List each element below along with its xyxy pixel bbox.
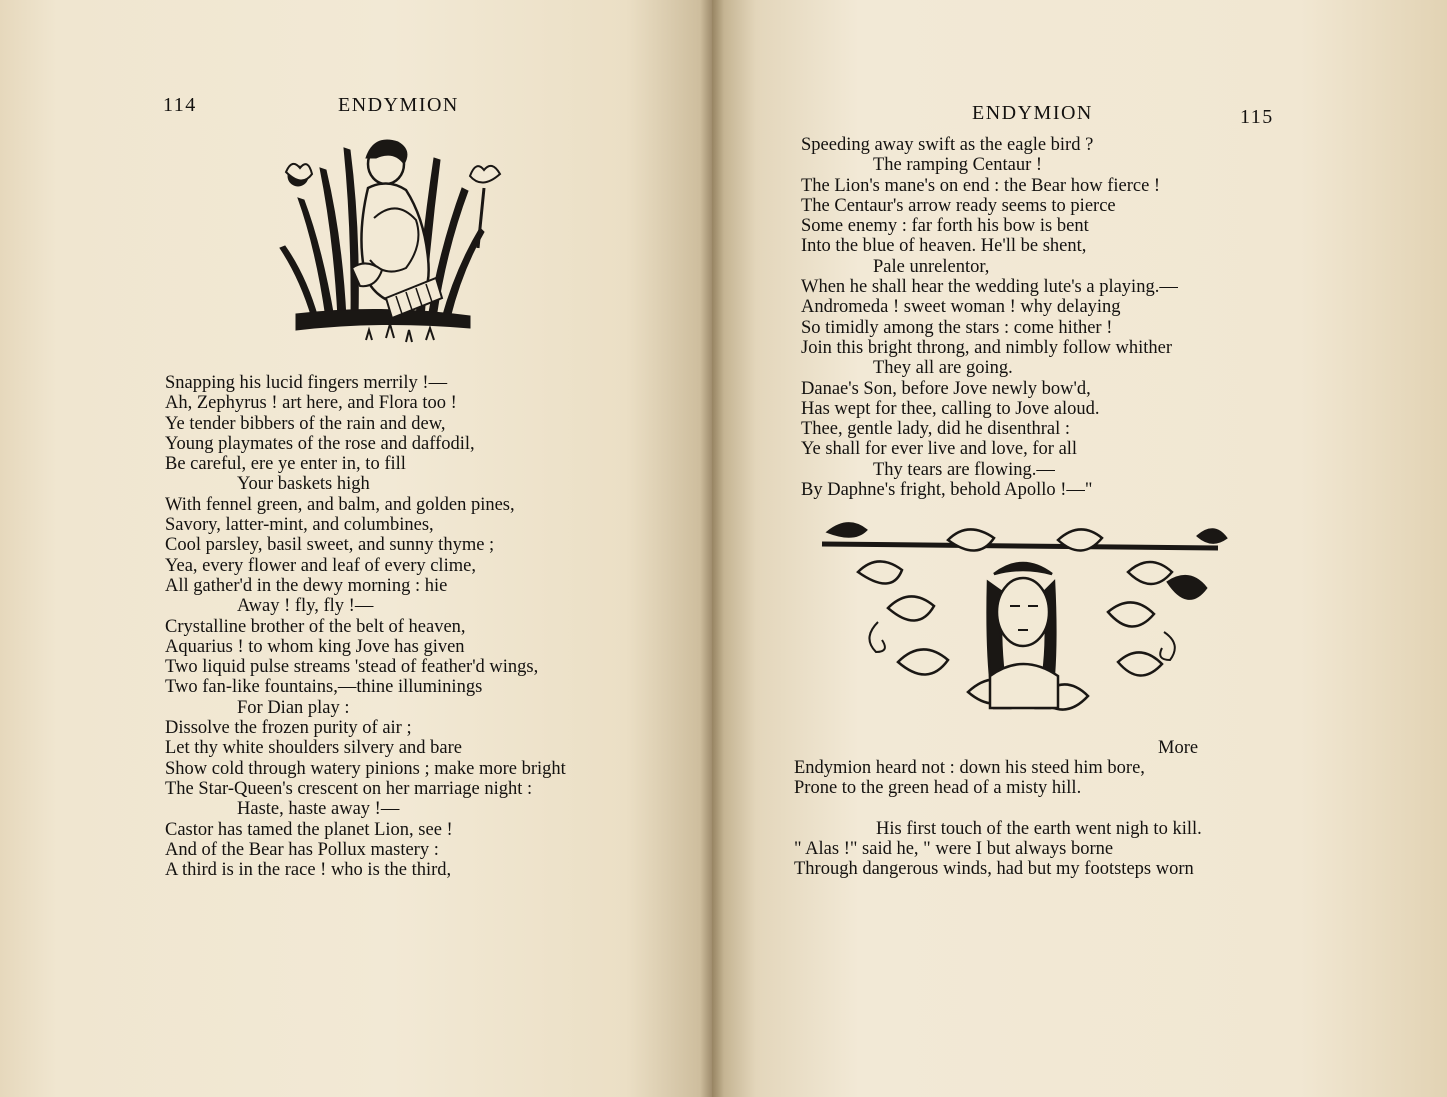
- verse-line: Speeding away swift as the eagle bird ?: [801, 135, 1094, 155]
- verse-line: The Star-Queen's crescent on her marriage night :: [165, 778, 533, 799]
- verse-line: So timidly among the stars : come hither !: [801, 317, 1113, 338]
- verse-line: His first touch of the earth went nigh to kill.: [876, 818, 1202, 839]
- running-head-left: ENDYMION: [338, 94, 459, 116]
- verse-line: All gather'd in the dewy morning : hie: [165, 575, 448, 596]
- verse-line: Through dangerous winds, had but my footsteps worn: [794, 859, 1194, 880]
- right-verse-block: [801, 135, 1178, 500]
- verse-line: Andromeda ! sweet woman ! why delaying: [801, 297, 1121, 318]
- verse-line: By Daphne's fright, behold Apollo !—": [801, 480, 1093, 501]
- verse-line: The Centaur's arrow ready seems to pierce: [801, 195, 1116, 216]
- verse-line: Yea, every flower and leaf of every clime,: [165, 555, 476, 576]
- floral-maiden-illustration: [818, 512, 1228, 736]
- verse-line: Your baskets high: [237, 474, 370, 495]
- running-head-right: ENDYMION: [972, 102, 1093, 124]
- left-page: [0, 0, 712, 1097]
- verse-line: Snapping his lucid fingers merrily !—: [165, 373, 448, 393]
- book-gutter: [700, 0, 724, 1097]
- verse-line: Has wept for thee, calling to Jove aloud.: [801, 398, 1100, 419]
- verse-line: Two liquid pulse streams 'stead of feather'd wings,: [165, 657, 539, 678]
- verse-line: Thy tears are flowing.—: [873, 459, 1055, 480]
- verse-line: When he shall hear the wedding lute's a playing.—: [801, 277, 1178, 298]
- verse-line: Danae's Son, before Jove newly bow'd,: [801, 378, 1091, 399]
- seated-figure-illustration: [256, 128, 504, 356]
- verse-line: " Alas !" said he, " were I but always borne: [794, 839, 1114, 860]
- verse-line: Join this bright throng, and nimbly follow whither: [801, 337, 1173, 358]
- verse-line: The ramping Centaur !: [873, 155, 1043, 176]
- right-page: [712, 0, 1447, 1097]
- catchword-more: More: [1158, 738, 1199, 758]
- verse-line: They all are going.: [873, 358, 1013, 379]
- verse-line: Savory, latter-mint, and columbines,: [165, 515, 434, 536]
- verse-line: Aquarius ! to whom king Jove has given: [165, 636, 465, 657]
- verse-line: And of the Bear has Pollux mastery :: [165, 839, 439, 860]
- page-number-right: 115: [1240, 106, 1274, 128]
- right-verse-bottom-block: [794, 758, 1202, 880]
- verse-line: Castor has tamed the planet Lion, see !: [165, 819, 453, 840]
- verse-line: The Lion's mane's on end : the Bear how fierce !: [801, 175, 1161, 196]
- verse-line: Pale unrelentor,: [873, 256, 990, 277]
- verse-line: Ye tender bibbers of the rain and dew,: [165, 413, 446, 434]
- verse-line: [794, 799, 1202, 819]
- verse-line: Let thy white shoulders silvery and bare: [165, 738, 462, 759]
- verse-line: Show cold through watery pinions ; make more bright: [165, 758, 566, 779]
- verse-line: Two fan-like fountains,—thine illuminings: [165, 677, 483, 698]
- verse-line: Be careful, ere ye enter in, to fill: [165, 454, 406, 475]
- left-verse-block: [165, 373, 566, 880]
- verse-line: Endymion heard not : down his steed him bore,: [794, 758, 1145, 778]
- verse-line: For Dian play :: [237, 697, 350, 718]
- verse-line: Cool parsley, basil sweet, and sunny thyme ;: [165, 535, 495, 556]
- verse-line: Ye shall for ever live and love, for all: [801, 439, 1078, 460]
- verse-line: Some enemy : far forth his bow is bent: [801, 216, 1089, 237]
- page-number-left: 114: [163, 94, 197, 116]
- verse-line: Dissolve the frozen purity of air ;: [165, 718, 412, 739]
- verse-line: Young playmates of the rose and daffodil,: [165, 433, 475, 454]
- verse-line: Crystalline brother of the belt of heaven,: [165, 616, 466, 637]
- verse-line: Away ! fly, fly !—: [237, 596, 374, 617]
- verse-line: A third is in the race ! who is the third,: [165, 860, 452, 881]
- verse-line: Thee, gentle lady, did he disenthral :: [801, 419, 1071, 440]
- verse-line: Into the blue of heaven. He'll be shent,: [801, 236, 1087, 257]
- verse-line: With fennel green, and balm, and golden pines,: [165, 494, 515, 515]
- verse-line: Haste, haste away !—: [237, 799, 400, 820]
- verse-line: Prone to the green head of a misty hill.: [794, 778, 1082, 799]
- verse-line: Ah, Zephyrus ! art here, and Flora too !: [165, 393, 457, 414]
